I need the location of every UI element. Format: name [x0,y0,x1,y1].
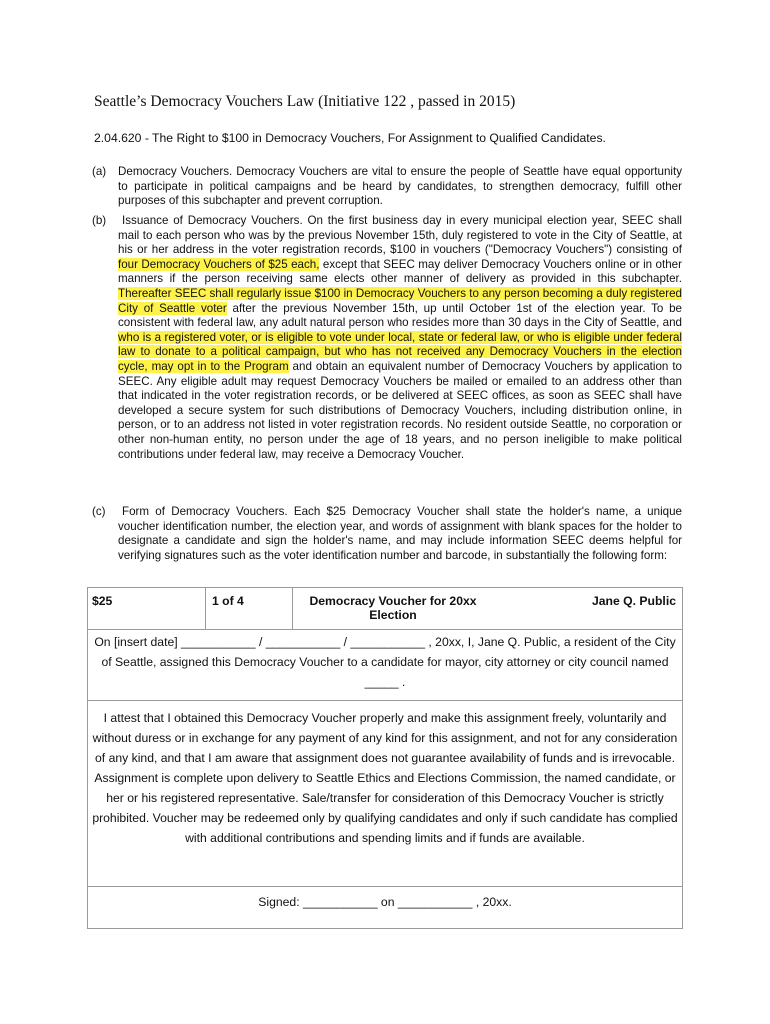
voucher-number: 1 of 4 [206,588,293,629]
highlight-eligibility: who is a registered voter, or is eligible to vote under local, state or federal law, or who is eligible under federal law to donate to a political campaign, but who has not received any Democracy Vouchers in the election cycle, may opt in to the Program [118,330,682,373]
paragraph-b-text-1: Issuance of Democracy Vouchers. On the first business day in every municipal election year, SEEC shall mail to each person who was by the previous November 15th, duly registered to vote in the City of Seattle, at his or her address in the voter registration records, $100 in vouchers ("Democracy Vouchers") consisting of [118,214,682,257]
paragraph-b-text-2: except that SEEC may deliver Democracy Vouchers online or in other manners if the person receiving same elects other manner of delivery as provided in this subchapter. [118,257,682,286]
voucher-title: Democracy Voucher for 20xx Election [309,594,477,622]
paragraph-a-text: Democracy Vouchers. Democracy Vouchers are vital to ensure the people of Seattle have equal opportunity to participate in political campaigns and be heard by candidates, to strengthen democracy, fulfill other purposes of this subchapter and prevent corruption. [118,165,682,208]
voucher-holder-name: Jane Q. Public [592,594,676,608]
paragraph-a-marker: (a) [92,165,107,178]
voucher-signature-line: Signed: ___________ on ___________ , 20xx. [258,895,512,909]
paragraph-c [92,505,682,563]
document-title: Seattle’s Democracy Vouchers Law (Initiative 122 , passed in 2015) [94,93,516,110]
voucher-form [87,587,683,929]
voucher-amount: $25 [88,588,206,629]
paragraph-a [92,165,682,209]
highlight-regular-issue: Thereafter SEEC shall regularly issue $100 in Democracy Vouchers to any person becoming a duly registered City of Seattle voter [118,286,682,315]
highlight-four-vouchers: four Democracy Vouchers of $25 each, [118,257,320,271]
voucher-attestation-text: I attest that I obtained this Democracy Voucher properly and make this assignment freely, voluntarily and without duress or in exchange for any payment of any kind for this assignment, and not for any consideration of any kind, and that I am aware that assignment does not guarantee availability of funds and is irrevocable. Assignment is complete upon delivery to Seattle Ethics and Elections Commission, the named candidate, or her or his registered representative. Sale/transfer for consideration of this Democracy Voucher is strictly prohibited. Voucher may be redeemed only by qualifying candidates and only if such candidate has complied with additional contributions and spending limits and if funds are available. [92,711,678,845]
paragraph-b-marker: (b) [92,214,107,227]
paragraph-c-marker: (c) [92,505,106,518]
paragraph-c-text: Form of Democracy Vouchers. Each $25 Democracy Voucher shall state the holder's name, a unique voucher identification number, the election year, and words of assignment with blank spaces for the holder to designate a candidate and sign the holder's name, and may include information SEEC deems helpful for verifying signatures such as the voter identification number and barcode, in substantially the following form: [118,505,682,562]
voucher-divider-1 [88,700,682,701]
voucher-divider-2 [88,886,682,887]
paragraph-b-text-4: and obtain an equivalent number of Democracy Vouchers by application to SEEC. Any eligible adult may request Democracy Vouchers be mailed or emailed to an address other than that indicated in the voter registration records, or be delivered at SEEC offices, as soon as SEEC shall have developed a secure system for such distributions of Democracy Vouchers, including distribution online, in person, or to an address not listed in voter registration records. No resident outside Seattle, no corporation or other non-human entity, no person under the age of 18 years, and no person ineligible to make political contributions under federal law, may receive a Democracy Voucher. [118,359,682,461]
paragraph-b-text-3: after the previous November 15th, up until October 1st of the election year. To be consistent with federal law, any adult natural person who resides more than 30 days in the City of Seattle, and [118,301,683,330]
paragraph-b [92,214,682,462]
paragraph-b-text [118,214,682,462]
voucher-header [88,588,682,630]
voucher-assignment-text: On [insert date] ___________ / ___________ / ___________ , 20xx, I, Jane Q. Public, a resident of the City of Seattle, assigned this Democracy Voucher to a candidate for mayor, city attorney or city council named _____ . [94,635,676,689]
section-heading: 2.04.620 - The Right to $100 in Democracy Vouchers, For Assignment to Qualified Candidates. [94,131,606,145]
